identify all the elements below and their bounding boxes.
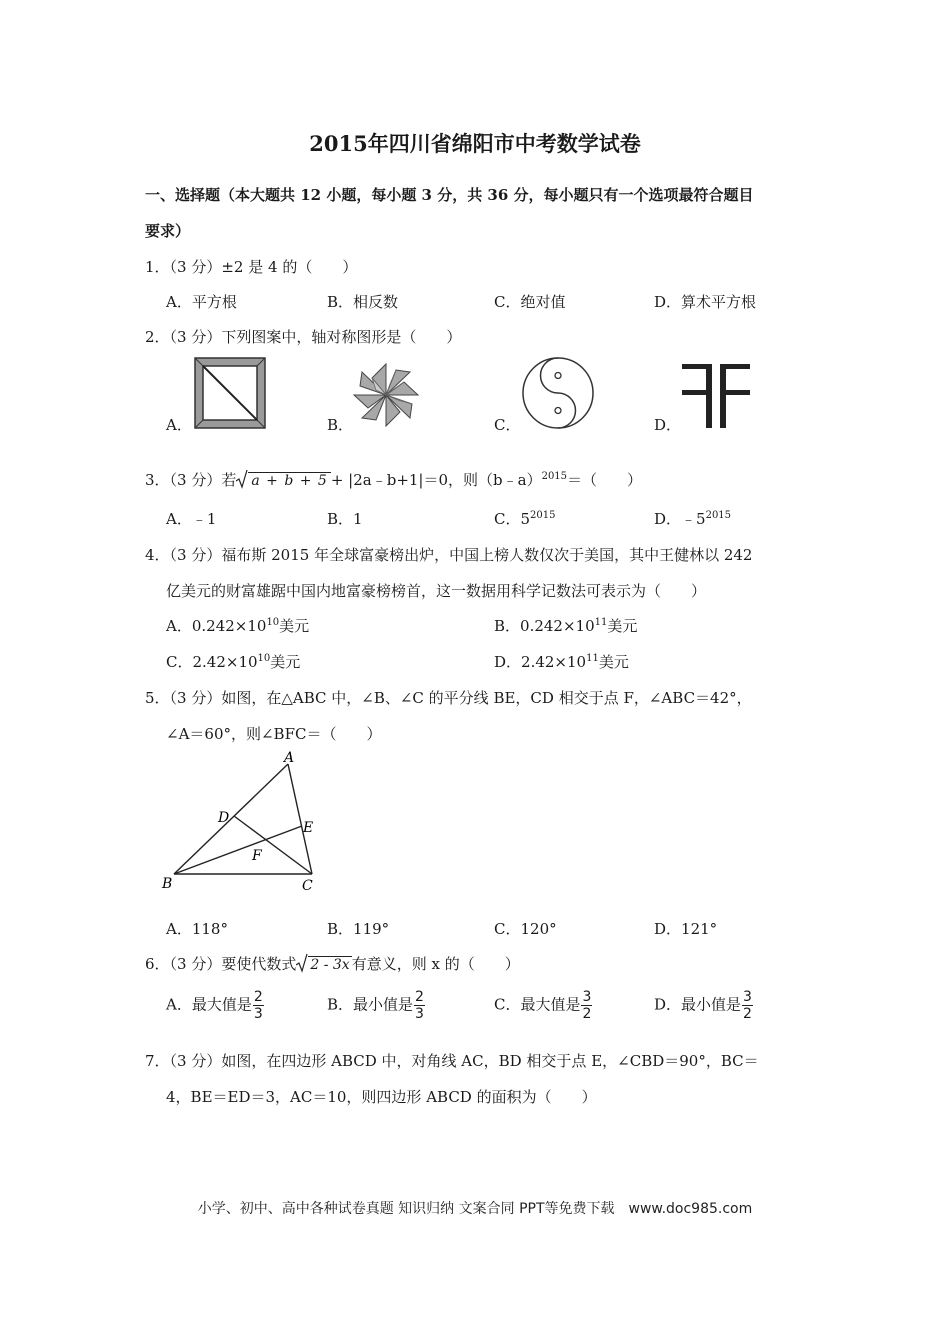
unit: 美元 (598, 653, 629, 671)
question-text-pre: （3 分）要使代数式 (169, 955, 297, 973)
exponent: 10 (266, 617, 280, 628)
numerator: 2 (415, 989, 424, 1005)
question-text-line1: （3 分）如图，在四边形 ABCD 中，对角线 AC，BD 相交于点 E，∠CBD＝90°，BC＝ (169, 1052, 759, 1070)
question-text-line1: （3 分）如图，在△ABC 中，∠B、∠C 的平分线 BE，CD 相交于点 F，∠ABC＝42°， (169, 689, 752, 707)
exponent: 11 (586, 653, 599, 664)
q6-option-c (494, 989, 592, 1022)
label-C: C (302, 878, 313, 894)
q2-option-c-label: C． (494, 416, 521, 434)
fraction (742, 989, 753, 1022)
page-title: 2015年四川省绵阳市中考数学试卷 (309, 131, 641, 156)
label-D: D (218, 810, 230, 826)
exponent: 11 (594, 617, 608, 628)
figure-pinwheel (350, 360, 422, 430)
q4-option-b (494, 615, 637, 636)
option-text: C．5 (494, 510, 531, 528)
label-A: A (284, 750, 295, 766)
question-5-line2: ∠A＝60°，则∠BFC＝（ ） (166, 725, 382, 743)
question-4 (145, 544, 752, 565)
unit: 美元 (270, 653, 301, 671)
unit: 美元 (279, 617, 310, 635)
fraction (253, 989, 264, 1022)
question-text-post: 有意义，则 x 的（ ） (351, 955, 520, 973)
denominator: 3 (253, 1006, 263, 1022)
denominator: 2 (743, 1006, 752, 1022)
label-B: B (162, 876, 173, 892)
q2-option-a-label: A． (166, 416, 192, 434)
question-3 (145, 469, 642, 490)
question-7 (145, 1050, 759, 1071)
question-7-line2: 4，BE＝ED＝3，AC＝10，则四边形 ABCD 的面积为（ ） (166, 1088, 597, 1106)
q5-option-d: D．121° (654, 920, 718, 938)
q5-option-a: A．118° (166, 920, 228, 938)
question-6 (145, 953, 520, 974)
question-number: 2． (145, 328, 170, 346)
question-text-post: ＝（ ） (567, 471, 643, 489)
q6-option-a (166, 989, 264, 1022)
exponent: 2015 (541, 471, 568, 482)
question-5 (145, 687, 752, 708)
denominator: 2 (582, 1006, 592, 1022)
q5-option-c: C．120° (494, 920, 557, 938)
triangle-figure (160, 748, 330, 896)
exponent: 2015 (705, 510, 732, 521)
figure-double-bar-symbol (680, 360, 754, 430)
question-number: 7． (145, 1052, 170, 1070)
q1-option-b: B．相反数 (327, 293, 399, 311)
denominator: 3 (415, 1006, 424, 1022)
q1-option-d: D．算术平方根 (654, 293, 757, 311)
q1-option-c: C．绝对值 (494, 293, 566, 311)
radical-expression (236, 469, 330, 489)
question-text: （3 分）下列图案中，轴对称图形是（ ） (169, 328, 462, 346)
question-4-line2: 亿美元的财富雄踞中国内地富豪榜榜首，这一数据用科学记数法可表示为（ ） (166, 582, 707, 600)
option-text: B．最小值是 (327, 995, 414, 1014)
question-text-mid: + |2a﹣b+1|＝0，则（b﹣a） (330, 471, 542, 489)
q6-option-b (327, 989, 425, 1022)
question-text: （3 分）±2 是 4 的（ ） (169, 258, 358, 276)
question-number: 5． (145, 689, 170, 707)
option-text: A．最大值是 (166, 995, 252, 1014)
option-text: D．2.42×10 (494, 653, 587, 671)
q3-option-b: B．1 (327, 510, 363, 528)
figure-yin-yang (520, 355, 596, 431)
question-number: 3． (145, 471, 170, 489)
q4-option-c (166, 651, 300, 672)
q4-option-a (166, 615, 309, 636)
label-E: E (303, 820, 314, 836)
figure-square-diagonal (193, 356, 267, 430)
q6-option-d (654, 989, 753, 1022)
question-text-line1: （3 分）福布斯 2015 年全球富豪榜出炉，中国上榜人数仅次于美国，其中王健林以 242 (169, 546, 753, 564)
question-text-pre: （3 分）若 (169, 471, 237, 489)
radical-sign-icon (236, 469, 248, 489)
question-number: 6． (145, 955, 170, 973)
option-text: C．最大值是 (494, 995, 581, 1014)
question-number: 4． (145, 546, 170, 564)
unit: 美元 (607, 617, 638, 635)
label-F: F (252, 848, 262, 864)
option-text: D．最小值是 (654, 995, 742, 1014)
section-heading-line2: 要求） (145, 222, 191, 240)
q1-option-a: A．平方根 (166, 293, 237, 311)
radicand: 2 - 3x (310, 957, 350, 973)
fraction (414, 989, 425, 1022)
exponent: 2015 (530, 510, 556, 521)
q5-option-b: B．119° (327, 920, 390, 938)
fraction (581, 989, 592, 1022)
question-1 (145, 256, 357, 277)
q4-option-d (494, 651, 629, 672)
page-footer: 小学、初中、高中各种试卷真题 知识归纳 文案合同 PPT等免费下载 www.doc985.com (197, 1201, 753, 1217)
radical-sign-icon (296, 953, 308, 973)
section-heading-line1: 一、选择题（本大题共 12 小题，每小题 3 分，共 36 分，每小题只有一个选项最符合题目 (145, 186, 754, 204)
numerator: 2 (253, 989, 263, 1005)
numerator: 3 (582, 989, 592, 1005)
radicand: a + b + 5 (248, 472, 330, 489)
option-text: A．0.242×10 (166, 617, 267, 635)
numerator: 3 (743, 989, 752, 1005)
radical-expression (296, 953, 351, 973)
q3-option-c (494, 508, 555, 529)
exponent: 10 (257, 653, 271, 664)
question-2 (145, 326, 461, 347)
q2-option-b-label: B． (327, 416, 354, 434)
option-text: B．0.242×10 (494, 617, 595, 635)
option-text: C．2.42×10 (166, 653, 258, 671)
question-number: 1． (145, 258, 170, 276)
q3-option-d (654, 508, 731, 529)
q2-option-d-label: D． (654, 416, 682, 434)
option-text: D．﹣5 (654, 510, 706, 528)
q3-option-a: A．﹣1 (166, 510, 217, 528)
